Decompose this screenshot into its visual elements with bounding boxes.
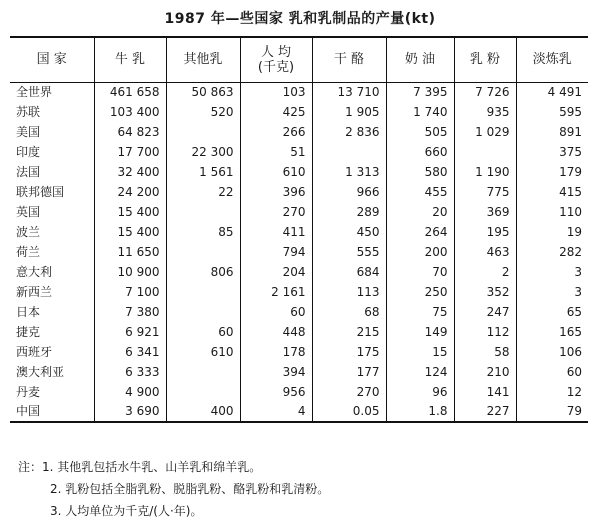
per-capita-cell: 411 bbox=[240, 222, 312, 242]
butter-cell: 15 bbox=[386, 342, 454, 362]
milk-cell: 3 690 bbox=[94, 402, 166, 422]
other-milk-cell: 22 bbox=[166, 182, 240, 202]
cheese-cell: 450 bbox=[312, 222, 386, 242]
per-capita-cell: 396 bbox=[240, 182, 312, 202]
country-cell: 法国 bbox=[16, 164, 41, 179]
table-row bbox=[10, 382, 588, 402]
header-cheese: 干 酪 bbox=[312, 37, 386, 82]
country-cell: 英国 bbox=[16, 204, 41, 219]
cheese-cell: 13 710 bbox=[312, 82, 386, 102]
milk-cell: 24 200 bbox=[94, 182, 166, 202]
country-cell: 波兰 bbox=[16, 224, 41, 239]
butter-cell: 580 bbox=[386, 162, 454, 182]
other-milk-cell: 520 bbox=[166, 102, 240, 122]
milk-cell: 10 900 bbox=[94, 262, 166, 282]
other-milk-cell bbox=[166, 122, 240, 142]
butter-cell: 200 bbox=[386, 242, 454, 262]
other-milk-cell bbox=[166, 282, 240, 302]
butter-cell: 1 740 bbox=[386, 102, 454, 122]
table-body bbox=[10, 82, 588, 422]
butter-cell: 75 bbox=[386, 302, 454, 322]
condensed-milk-cell: 3 bbox=[516, 282, 588, 302]
other-milk-cell: 806 bbox=[166, 262, 240, 282]
cheese-cell: 555 bbox=[312, 242, 386, 262]
milk-powder-cell: 141 bbox=[454, 382, 516, 402]
per-capita-cell: 270 bbox=[240, 202, 312, 222]
footnote-1 bbox=[18, 456, 588, 478]
per-capita-cell: 204 bbox=[240, 262, 312, 282]
butter-cell: 660 bbox=[386, 142, 454, 162]
other-milk-cell bbox=[166, 362, 240, 382]
table-row bbox=[10, 242, 588, 262]
other-milk-cell: 400 bbox=[166, 402, 240, 422]
condensed-milk-cell: 110 bbox=[516, 202, 588, 222]
country-cell: 全世界 bbox=[16, 84, 53, 99]
country-cell: 西班牙 bbox=[16, 344, 53, 359]
country-cell: 新西兰 bbox=[16, 284, 53, 299]
header-country: 国 家 bbox=[10, 37, 94, 82]
condensed-milk-cell: 19 bbox=[516, 222, 588, 242]
table-title: 1987 年—些国家 乳和乳制品的产量(kt) bbox=[164, 11, 436, 27]
cheese-cell: 68 bbox=[312, 302, 386, 322]
cheese-cell: 215 bbox=[312, 322, 386, 342]
other-milk-cell: 50 863 bbox=[166, 82, 240, 102]
condensed-milk-cell: 375 bbox=[516, 142, 588, 162]
per-capita-cell: 178 bbox=[240, 342, 312, 362]
milk-cell: 6 333 bbox=[94, 362, 166, 382]
cheese-cell: 1 905 bbox=[312, 102, 386, 122]
per-capita-cell: 610 bbox=[240, 162, 312, 182]
per-capita-cell: 2 161 bbox=[240, 282, 312, 302]
table-row bbox=[10, 342, 588, 362]
table-row bbox=[10, 162, 588, 182]
table-row bbox=[10, 182, 588, 202]
table-row bbox=[10, 322, 588, 342]
per-capita-cell: 394 bbox=[240, 362, 312, 382]
milk-powder-cell: 195 bbox=[454, 222, 516, 242]
footnotes bbox=[18, 456, 588, 522]
per-capita-cell: 103 bbox=[240, 82, 312, 102]
table-row bbox=[10, 122, 588, 142]
table-row bbox=[10, 262, 588, 282]
milk-cell: 64 823 bbox=[94, 122, 166, 142]
condensed-milk-cell: 65 bbox=[516, 302, 588, 322]
milk-cell: 15 400 bbox=[94, 222, 166, 242]
milk-cell: 17 700 bbox=[94, 142, 166, 162]
milk-powder-cell: 369 bbox=[454, 202, 516, 222]
country-cell: 意大利 bbox=[16, 264, 53, 279]
cheese-cell: 289 bbox=[312, 202, 386, 222]
milk-cell: 4 900 bbox=[94, 382, 166, 402]
cheese-cell: 2 836 bbox=[312, 122, 386, 142]
country-cell: 捷克 bbox=[16, 324, 41, 339]
milk-powder-cell: 58 bbox=[454, 342, 516, 362]
header-per-capita bbox=[240, 37, 312, 82]
cheese-cell: 175 bbox=[312, 342, 386, 362]
milk-powder-cell: 1 190 bbox=[454, 162, 516, 182]
header-condensed-milk: 淡炼乳 bbox=[516, 37, 588, 82]
footnote-2: 2. 乳粉包括全脂乳粉、脱脂乳粉、酪乳粉和乳清粉。 bbox=[50, 482, 330, 496]
butter-cell: 505 bbox=[386, 122, 454, 142]
milk-cell: 103 400 bbox=[94, 102, 166, 122]
other-milk-cell: 60 bbox=[166, 322, 240, 342]
cheese-cell bbox=[312, 142, 386, 162]
table-row bbox=[10, 282, 588, 302]
country-cell: 印度 bbox=[16, 144, 41, 159]
table-row bbox=[10, 402, 588, 422]
country-cell: 联邦德国 bbox=[16, 184, 65, 199]
milk-powder-cell: 463 bbox=[454, 242, 516, 262]
milk-powder-cell: 775 bbox=[454, 182, 516, 202]
per-capita-cell: 266 bbox=[240, 122, 312, 142]
condensed-milk-cell: 165 bbox=[516, 322, 588, 342]
other-milk-cell bbox=[166, 382, 240, 402]
other-milk-cell: 610 bbox=[166, 342, 240, 362]
cheese-cell: 684 bbox=[312, 262, 386, 282]
header-other-milk: 其他乳 bbox=[166, 37, 240, 82]
per-capita-cell: 51 bbox=[240, 142, 312, 162]
table-row bbox=[10, 222, 588, 242]
cheese-cell: 966 bbox=[312, 182, 386, 202]
cheese-cell: 113 bbox=[312, 282, 386, 302]
footnote-3: 3. 人均单位为千克/(人·年)。 bbox=[50, 504, 203, 518]
butter-cell: 1.8 bbox=[386, 402, 454, 422]
header-milk: 牛 乳 bbox=[94, 37, 166, 82]
table-row bbox=[10, 202, 588, 222]
butter-cell: 149 bbox=[386, 322, 454, 342]
milk-cell: 11 650 bbox=[94, 242, 166, 262]
condensed-milk-cell: 12 bbox=[516, 382, 588, 402]
cheese-cell: 0.05 bbox=[312, 402, 386, 422]
table-row bbox=[10, 102, 588, 122]
footnote-prefix: 注： bbox=[18, 460, 43, 474]
condensed-milk-cell: 79 bbox=[516, 402, 588, 422]
condensed-milk-cell: 282 bbox=[516, 242, 588, 262]
country-cell: 苏联 bbox=[16, 104, 41, 119]
milk-powder-cell: 935 bbox=[454, 102, 516, 122]
butter-cell: 96 bbox=[386, 382, 454, 402]
condensed-milk-cell: 891 bbox=[516, 122, 588, 142]
table-row bbox=[10, 302, 588, 322]
milk-cell: 6 921 bbox=[94, 322, 166, 342]
country-cell: 澳大利亚 bbox=[16, 364, 65, 379]
per-capita-cell: 794 bbox=[240, 242, 312, 262]
condensed-milk-cell: 415 bbox=[516, 182, 588, 202]
butter-cell: 124 bbox=[386, 362, 454, 382]
header-per-capita-line2: (千克) bbox=[257, 59, 295, 75]
condensed-milk-cell: 595 bbox=[516, 102, 588, 122]
header-butter: 奶 油 bbox=[386, 37, 454, 82]
milk-powder-cell: 247 bbox=[454, 302, 516, 322]
milk-cell: 7 380 bbox=[94, 302, 166, 322]
other-milk-cell bbox=[166, 202, 240, 222]
milk-cell: 7 100 bbox=[94, 282, 166, 302]
footnote-1-text: 1. 其他乳包括水牛乳、山羊乳和绵羊乳。 bbox=[42, 460, 262, 474]
milk-cell: 461 658 bbox=[94, 82, 166, 102]
condensed-milk-cell: 3 bbox=[516, 262, 588, 282]
other-milk-cell: 85 bbox=[166, 222, 240, 242]
milk-cell: 15 400 bbox=[94, 202, 166, 222]
table-row bbox=[10, 362, 588, 382]
per-capita-cell: 448 bbox=[240, 322, 312, 342]
milk-powder-cell: 2 bbox=[454, 262, 516, 282]
milk-powder-cell: 227 bbox=[454, 402, 516, 422]
other-milk-cell: 1 561 bbox=[166, 162, 240, 182]
butter-cell: 455 bbox=[386, 182, 454, 202]
per-capita-cell: 4 bbox=[240, 402, 312, 422]
butter-cell: 264 bbox=[386, 222, 454, 242]
butter-cell: 7 395 bbox=[386, 82, 454, 102]
other-milk-cell bbox=[166, 302, 240, 322]
butter-cell: 250 bbox=[386, 282, 454, 302]
per-capita-cell: 425 bbox=[240, 102, 312, 122]
milk-powder-cell: 7 726 bbox=[454, 82, 516, 102]
per-capita-cell: 60 bbox=[240, 302, 312, 322]
condensed-milk-cell: 4 491 bbox=[516, 82, 588, 102]
milk-powder-cell bbox=[454, 142, 516, 162]
header-milk-powder: 乳 粉 bbox=[454, 37, 516, 82]
milk-powder-cell: 352 bbox=[454, 282, 516, 302]
butter-cell: 20 bbox=[386, 202, 454, 222]
other-milk-cell bbox=[166, 242, 240, 262]
dairy-production-table bbox=[10, 36, 588, 423]
header-row bbox=[10, 37, 588, 82]
cheese-cell: 177 bbox=[312, 362, 386, 382]
country-cell: 丹麦 bbox=[16, 384, 41, 399]
other-milk-cell: 22 300 bbox=[166, 142, 240, 162]
country-cell: 日本 bbox=[16, 304, 41, 319]
condensed-milk-cell: 179 bbox=[516, 162, 588, 182]
country-cell: 美国 bbox=[16, 124, 41, 139]
milk-powder-cell: 1 029 bbox=[454, 122, 516, 142]
table-row bbox=[10, 82, 588, 102]
butter-cell: 70 bbox=[386, 262, 454, 282]
milk-cell: 6 341 bbox=[94, 342, 166, 362]
milk-powder-cell: 210 bbox=[454, 362, 516, 382]
condensed-milk-cell: 60 bbox=[516, 362, 588, 382]
country-cell: 中国 bbox=[10, 402, 94, 422]
per-capita-cell: 956 bbox=[240, 382, 312, 402]
table-row bbox=[10, 142, 588, 162]
country-cell: 荷兰 bbox=[16, 244, 41, 259]
cheese-cell: 1 313 bbox=[312, 162, 386, 182]
milk-cell: 32 400 bbox=[94, 162, 166, 182]
cheese-cell: 270 bbox=[312, 382, 386, 402]
condensed-milk-cell: 106 bbox=[516, 342, 588, 362]
header-per-capita-line1: 人 均 bbox=[260, 44, 292, 60]
milk-powder-cell: 112 bbox=[454, 322, 516, 342]
